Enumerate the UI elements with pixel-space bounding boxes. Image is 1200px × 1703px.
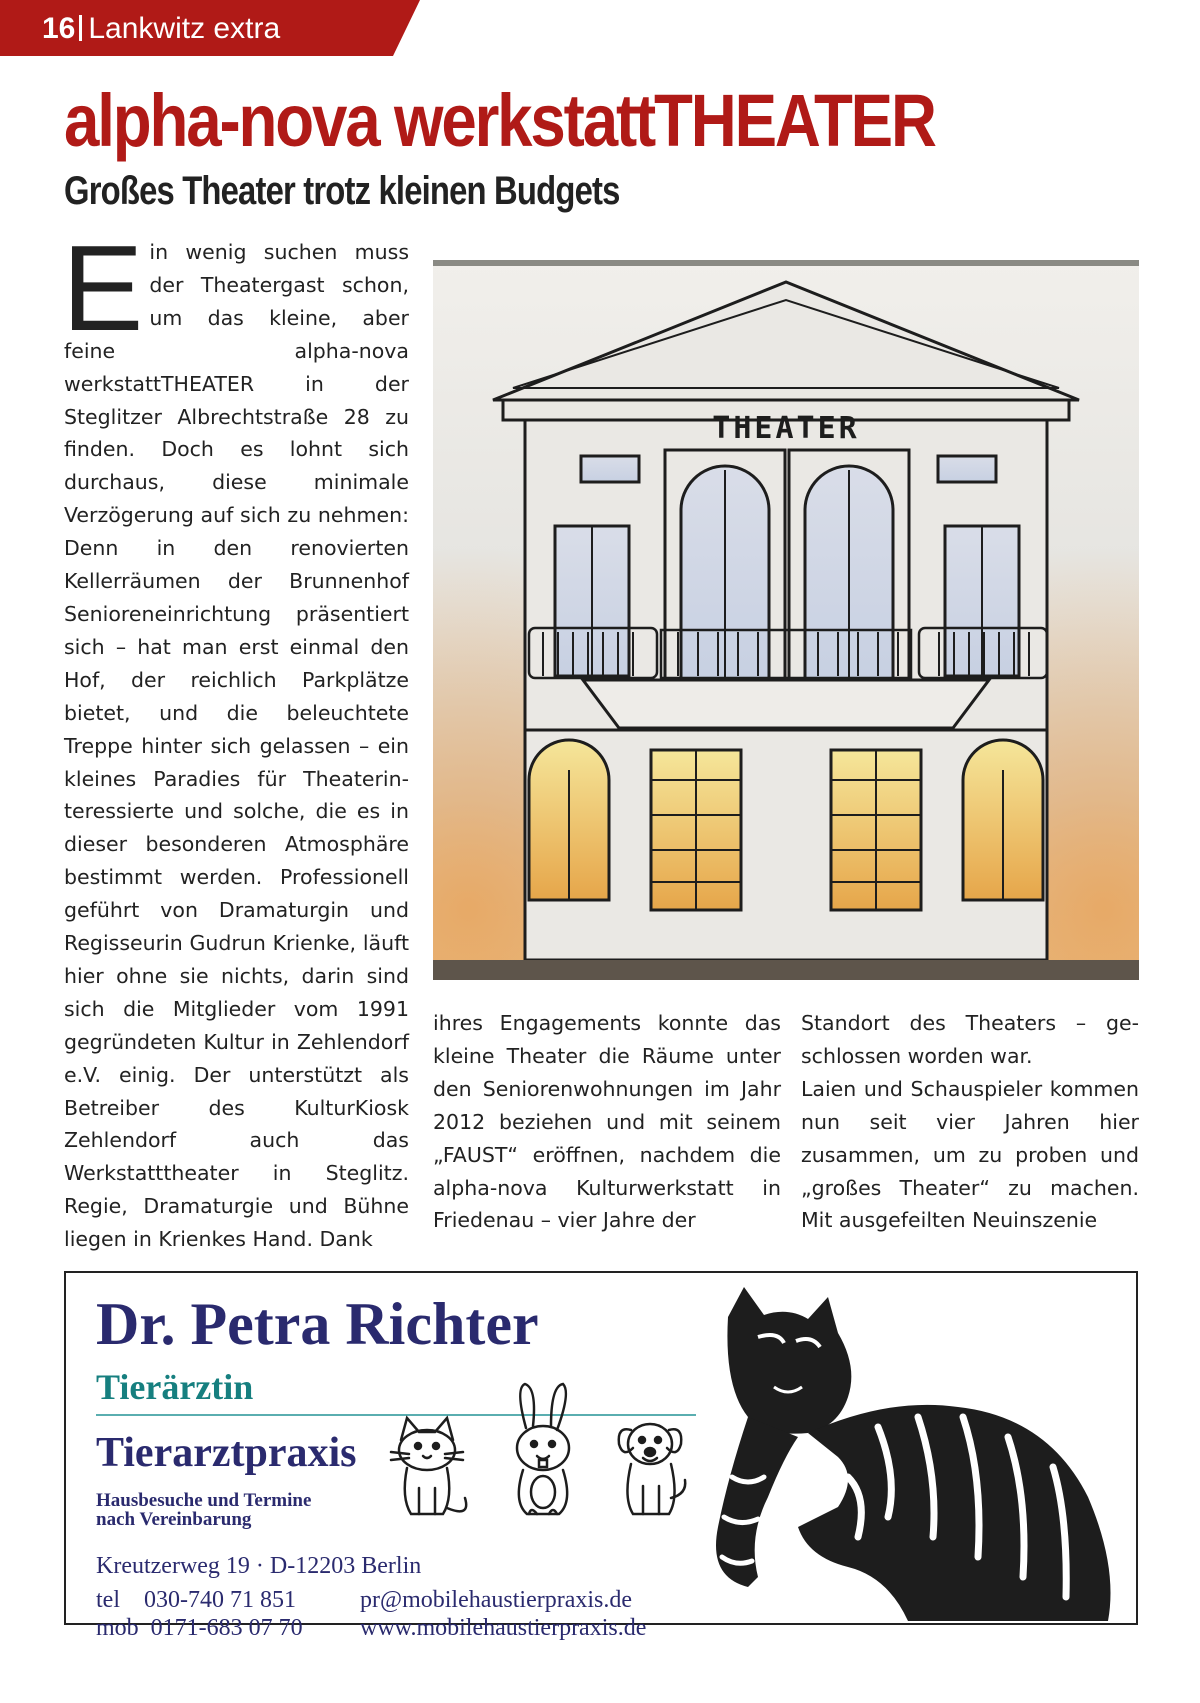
ad-vet-name: Dr. Petra Richter bbox=[96, 1291, 539, 1357]
ad-practice-name: Tierarztpraxis bbox=[96, 1430, 357, 1476]
article-subtitle: Großes Theater trotz kleinen Budgets bbox=[64, 169, 620, 213]
article-column-2 bbox=[433, 1007, 781, 1237]
tabby-cat-illustration bbox=[688, 1277, 1136, 1621]
ad-telephone: tel 030-740 71 851 bbox=[96, 1587, 296, 1613]
column-3-text-a: Standort des Theaters – geschlossen worden war. bbox=[801, 1011, 1139, 1068]
ad-web-block bbox=[360, 1586, 646, 1642]
article-title: alpha-nova werkstattTHEATER bbox=[64, 79, 935, 162]
vet-advertisement bbox=[64, 1271, 1138, 1641]
article-column-3 bbox=[801, 1007, 1139, 1237]
column-1-paragraph bbox=[62, 220, 409, 1256]
cartoon-animals-icon bbox=[381, 1378, 701, 1523]
ad-website-link[interactable]: www.mobilehaustierpraxis.de bbox=[360, 1615, 647, 1641]
ad-phone-block bbox=[96, 1586, 303, 1642]
article-column-1 bbox=[62, 220, 409, 1256]
column-2-text: ihres Engagements konnte das kleine Theater die Räume unter den Seniorenwohnungen im Jahr 2012 beziehen und mit seinem „FAUST“ eröffnen, nachdem die alpha-nova Kulturwerkstatt in Friedenau – vier Jahre der bbox=[433, 1011, 781, 1233]
theater-facade-illustration bbox=[433, 260, 1139, 980]
page-number: 16 bbox=[42, 12, 76, 45]
ad-mobile: mob 0171-683 07 70 bbox=[96, 1615, 303, 1641]
ad-note-line-2: nach Vereinbarung bbox=[96, 1509, 252, 1530]
ad-address: Kreutzerweg 19 · D-12203 Berlin bbox=[96, 1553, 422, 1579]
ad-note-line-1: Hausbesuche und Termine bbox=[96, 1490, 312, 1511]
drop-cap: E bbox=[62, 220, 144, 356]
column-1-text: in wenig suchen muss der Theatergast schon, um das kleine, aber feine alpha-nova werkstattTHEATER in der Steglitzer Albrechtstraße 28 zu finden. Doch es lohnt sich durchaus, diese minimale Verzögerung auf sich zu nehmen: Denn in den renovierten Kellerräumen der Brunnenhof Senioreneinrichtung präsentiert sich – hat man erst einmal den Hof, der reichlich Parkplätze bietet, und die beleuchtete Treppe hinter sich gelassen – ein kleines Paradies für Theaterinteressierte und solche, die es in dieser besonderen Atmosphäre bestimmt werden. Professionell geführt von Dramaturgin und Regisseurin Gudrun Krienke, läuft hier ohne sie nichts, darin sind sich die Mitglieder vom 1991 gegründeten Kultur in Zehlendorf e.V. einig. Der unterstützt als Betreiber des KulturKiosk Zehlendorf auch das Werkstatttheater in Steglitz. Regie, Dramaturgie und Bühne liegen in Krienkes Hand. Dank bbox=[64, 240, 409, 1252]
ad-email-link[interactable]: pr@mobilehaustierpraxis.de bbox=[360, 1587, 633, 1613]
theater-backdrop-photo bbox=[433, 260, 1139, 980]
ad-appointment-note bbox=[96, 1491, 311, 1529]
section-name: Lankwitz extra bbox=[88, 12, 281, 45]
header-separator bbox=[79, 15, 82, 41]
theater-sign: THEATER bbox=[712, 411, 860, 446]
column-3-text-b: Laien und Schauspieler kommen nun seit vier Jahren hier zusammen, um zu proben und „großes Theater“ zu machen. Mit ausgefeilten Neuinszenie bbox=[801, 1076, 1139, 1233]
ad-vet-role: Tierärztin bbox=[96, 1367, 254, 1407]
header-text bbox=[42, 12, 280, 46]
section-header-tab bbox=[0, 0, 420, 56]
